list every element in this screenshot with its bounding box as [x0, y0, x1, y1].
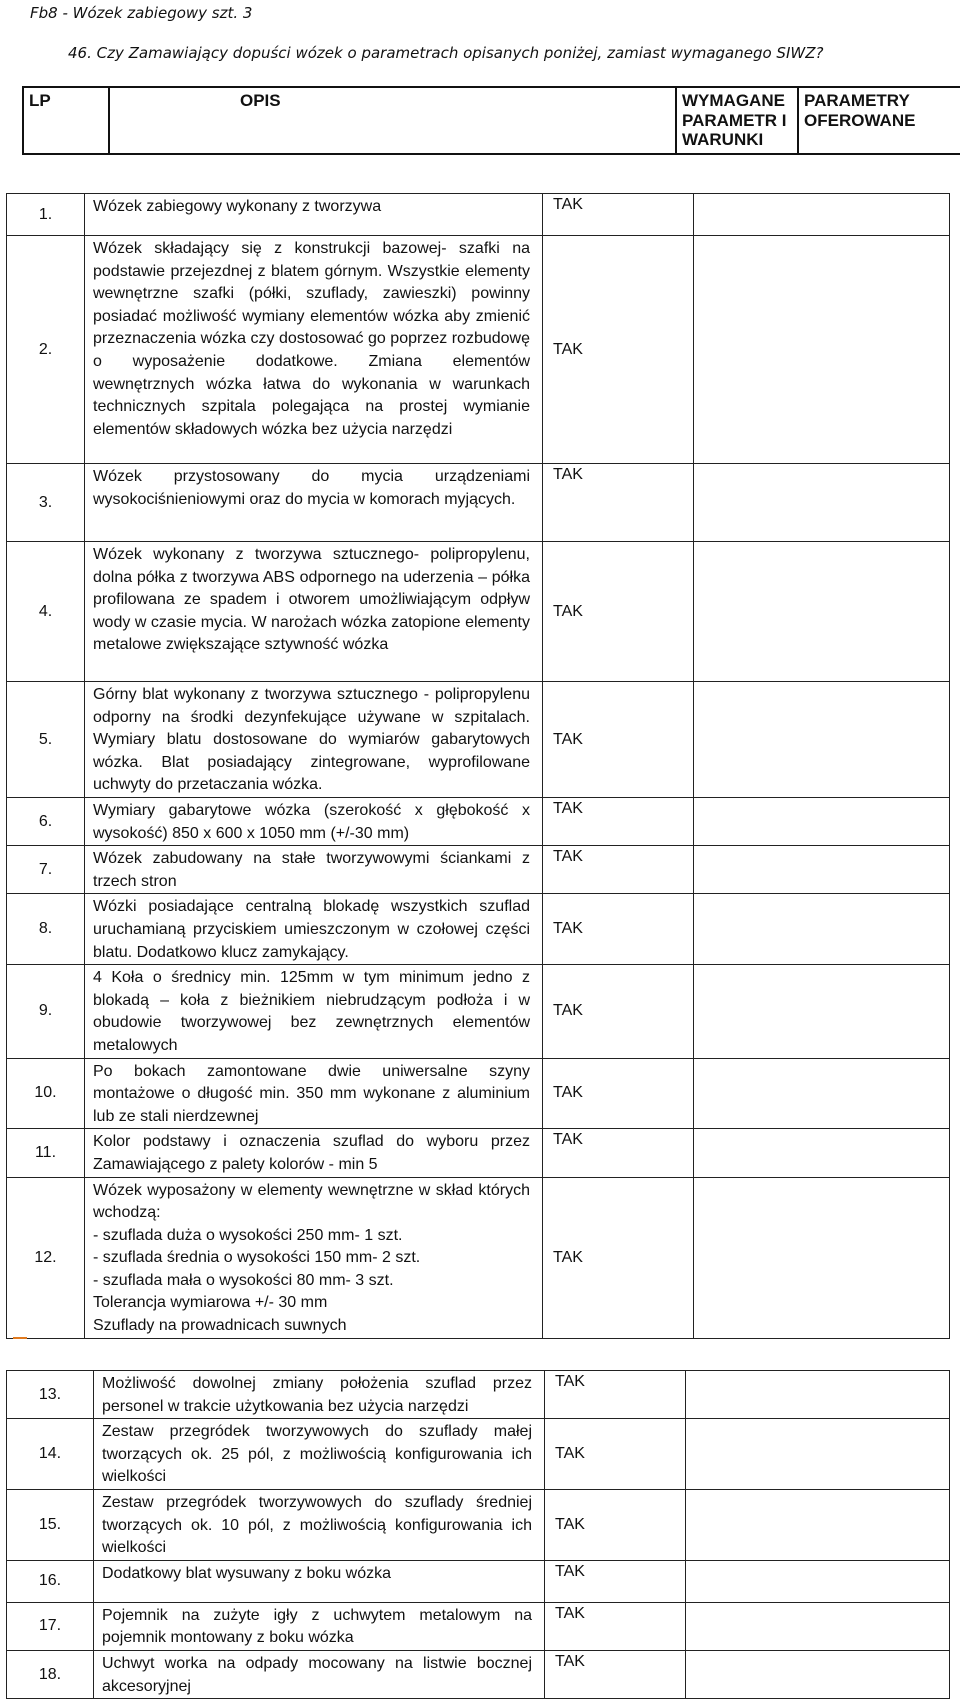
row-number: 16.	[7, 1560, 94, 1602]
row-description: Wózek przystosowany do mycia urządzeniami wysokociśnieniowymi oraz do mycia w komorach myjących.	[85, 464, 543, 542]
table-row	[7, 846, 950, 894]
row-number: 17.	[7, 1602, 94, 1650]
row-number: 8.	[7, 894, 85, 965]
row-description-line: - szuflada średnia o wysokości 150 mm- 2 szt.	[93, 1249, 421, 1267]
row-requirement: TAK	[543, 798, 694, 846]
row-offer-cell[interactable]	[694, 542, 950, 682]
row-requirement: TAK	[543, 1129, 694, 1177]
table-row	[7, 542, 950, 682]
row-offer-cell[interactable]	[686, 1419, 950, 1490]
row-requirement: TAK	[543, 464, 694, 542]
row-number: 13.	[7, 1371, 94, 1419]
row-number: 7.	[7, 846, 85, 894]
row-requirement: TAK	[545, 1650, 686, 1698]
row-number: 6.	[7, 798, 85, 846]
row-requirement: TAK	[545, 1489, 686, 1560]
row-requirement: TAK	[543, 965, 694, 1058]
row-offer-cell[interactable]	[686, 1489, 950, 1560]
row-offer-cell[interactable]	[694, 1177, 950, 1338]
row-description: Po bokach zamontowane dwie uniwersalne szyny montażowe o długość min. 350 mm wykonane z aluminium lub ze stali nierdzewnej	[85, 1058, 543, 1129]
row-offer-cell[interactable]	[686, 1371, 950, 1419]
table-row	[7, 1058, 950, 1129]
row-requirement: TAK	[543, 1177, 694, 1338]
row-description: 4 Koła o średnicy min. 125mm w tym minimum jedno z blokadą – koła z bieżnikiem niebrudzącym podłoża i w obudowie tworzywowej bez zewnętrznych elementów metalowych	[85, 965, 543, 1058]
column-lp: LP	[23, 87, 109, 154]
row-description-line: Tolerancja wymiarowa +/- 30 mm	[93, 1294, 328, 1312]
row-offer-cell[interactable]	[694, 965, 950, 1058]
table-row	[7, 1419, 950, 1490]
row-requirement: TAK	[543, 236, 694, 464]
row-requirement: TAK	[545, 1602, 686, 1650]
table-row	[7, 1489, 950, 1560]
column-oferowane: PARAMETRY OFEROWANE	[798, 87, 960, 154]
row-number: 15.	[7, 1489, 94, 1560]
row-description: Zestaw przegródek tworzywowych do szuflady średniej tworzących ok. 10 pól, z możliwością konfigurowania ich wielkości	[94, 1489, 545, 1560]
row-number: 3.	[7, 464, 85, 542]
row-number: 18.	[7, 1650, 94, 1698]
row-description-line: - szuflada mała o wysokości 80 mm- 3 szt.	[93, 1271, 394, 1289]
column-wymagane: WYMAGANE PARAMETR I WARUNKI	[676, 87, 798, 154]
row-offer-cell[interactable]	[694, 798, 950, 846]
row-offer-cell[interactable]	[686, 1650, 950, 1698]
column-opis: OPIS	[109, 87, 676, 154]
row-number: 2.	[7, 236, 85, 464]
row-offer-cell[interactable]	[694, 194, 950, 236]
row-description: Uchwyt worka na odpady mocowany na listwie bocznej akcesoryjnej	[94, 1650, 545, 1698]
row-number: 12.	[7, 1177, 85, 1338]
row-requirement: TAK	[543, 846, 694, 894]
row-requirement: TAK	[543, 682, 694, 798]
row-offer-cell[interactable]	[694, 1058, 950, 1129]
row-offer-cell[interactable]	[686, 1560, 950, 1602]
table-row	[7, 1560, 950, 1602]
row-requirement: TAK	[545, 1419, 686, 1490]
row-number: 1.	[7, 194, 85, 236]
spec-table-part-2	[6, 1370, 950, 1699]
row-requirement: TAK	[543, 194, 694, 236]
row-description: Pojemnik na zużyte igły z uchwytem metalowym na pojemnik montowany z boku wózka	[94, 1602, 545, 1650]
row-number: 5.	[7, 682, 85, 798]
table-row	[7, 464, 950, 542]
row-description: Wózek zabudowany na stałe tworzywowymi ściankami z trzech stron	[85, 846, 543, 894]
question-text: 46. Czy Zamawiający dopuści wózek o parametrach opisanych poniżej, zamiast wymaganego SIWZ?	[68, 44, 824, 62]
row-description: Górny blat wykonany z tworzywa sztucznego - polipropylenu odporny na środki dezynfekujące używane w szpitalach. Wymiary blatu dostosowane do wymiarów gabarytowych wózka. Blat posiadający zintegrowane, wyprofilowane uchwyty do przetaczania wózka.	[85, 682, 543, 798]
row-description	[85, 1177, 543, 1338]
table-row	[7, 965, 950, 1058]
row-offer-cell[interactable]	[694, 846, 950, 894]
row-requirement: TAK	[543, 894, 694, 965]
spec-header-table	[22, 86, 960, 155]
row-offer-cell[interactable]	[686, 1602, 950, 1650]
row-description: Wózek wykonany z tworzywa sztucznego- polipropylenu, dolna półka z tworzywa ABS odpornego na uderzenia – półka profilowana ze spadem i otworem umożliwiającym odpływ wody w czasie mycia. W narożach wózka zatopione elementy metalowe zwiększające sztywność wózka	[85, 542, 543, 682]
row-offer-cell[interactable]	[694, 894, 950, 965]
row-description: Wózek składający się z konstrukcji bazowej- szafki na podstawie przejezdnej z blatem górnym. Wszystkie elementy wewnętrzne szafki (półki, szuflady, zawieszki) powinny posiadać możliwość wymiany elementów wózka aby zmienić przeznaczenia wózka czy dostosować go poprzez rozbudowę o wyposażenie dodatkowe. Zmiana elementów wewnętrznych wózka łatwa do wykonania w warunkach technicznych szpitala polegająca na prostej wymianie elementów składowych wózka bez użycia narzędzi	[85, 236, 543, 464]
table-row	[7, 1177, 950, 1338]
row-description: Wózek zabiegowy wykonany z tworzywa	[85, 194, 543, 236]
table-row	[7, 1650, 950, 1698]
row-description: Dodatkowy blat wysuwany z boku wózka	[94, 1560, 545, 1602]
orange-margin-mark	[13, 1337, 27, 1339]
row-offer-cell[interactable]	[694, 1129, 950, 1177]
row-description-line: - szuflada duża o wysokości 250 mm- 1 szt.	[93, 1226, 403, 1244]
table-row	[7, 1129, 950, 1177]
table-row	[7, 1602, 950, 1650]
table-row	[7, 798, 950, 846]
table-row	[7, 194, 950, 236]
row-number: 11.	[7, 1129, 85, 1177]
row-description-line: Wózek wyposażony w elementy wewnętrzne w skład których wchodzą:	[93, 1181, 530, 1222]
row-description: Zestaw przegródek tworzywowych do szuflady małej tworzących ok. 25 pól, z możliwością konfigurowania ich wielkości	[94, 1419, 545, 1490]
spec-table-part-1	[6, 193, 950, 1339]
row-requirement: TAK	[543, 542, 694, 682]
row-requirement: TAK	[545, 1560, 686, 1602]
document-title: Fb8 - Wózek zabiegowy szt. 3	[30, 4, 253, 22]
row-requirement: TAK	[545, 1371, 686, 1419]
row-number: 9.	[7, 965, 85, 1058]
table-row	[7, 1371, 950, 1419]
row-description-line: Szuflady na prowadnicach suwnych	[93, 1317, 347, 1335]
row-description: Wózki posiadające centralną blokadę wszystkich szuflad uruchamianą przyciskiem umieszczonym w czołowej części blatu. Dodatkowo klucz zamykający.	[85, 894, 543, 965]
row-number: 14.	[7, 1419, 94, 1490]
row-offer-cell[interactable]	[694, 236, 950, 464]
row-description: Możliwość dowolnej zmiany położenia szuflad przez personel w trakcie użytkowania bez użycia narzędzi	[94, 1371, 545, 1419]
row-description: Kolor podstawy i oznaczenia szuflad do wyboru przez Zamawiającego z palety kolorów - min 5	[85, 1129, 543, 1177]
row-number: 10.	[7, 1058, 85, 1129]
table-row	[7, 682, 950, 798]
table-row	[7, 236, 950, 464]
row-description: Wymiary gabarytowe wózka (szerokość x głębokość x wysokość) 850 x 600 x 1050 mm (+/-30 mm)	[85, 798, 543, 846]
row-requirement: TAK	[543, 1058, 694, 1129]
row-offer-cell[interactable]	[694, 464, 950, 542]
table-row	[7, 894, 950, 965]
row-number: 4.	[7, 542, 85, 682]
row-offer-cell[interactable]	[694, 682, 950, 798]
